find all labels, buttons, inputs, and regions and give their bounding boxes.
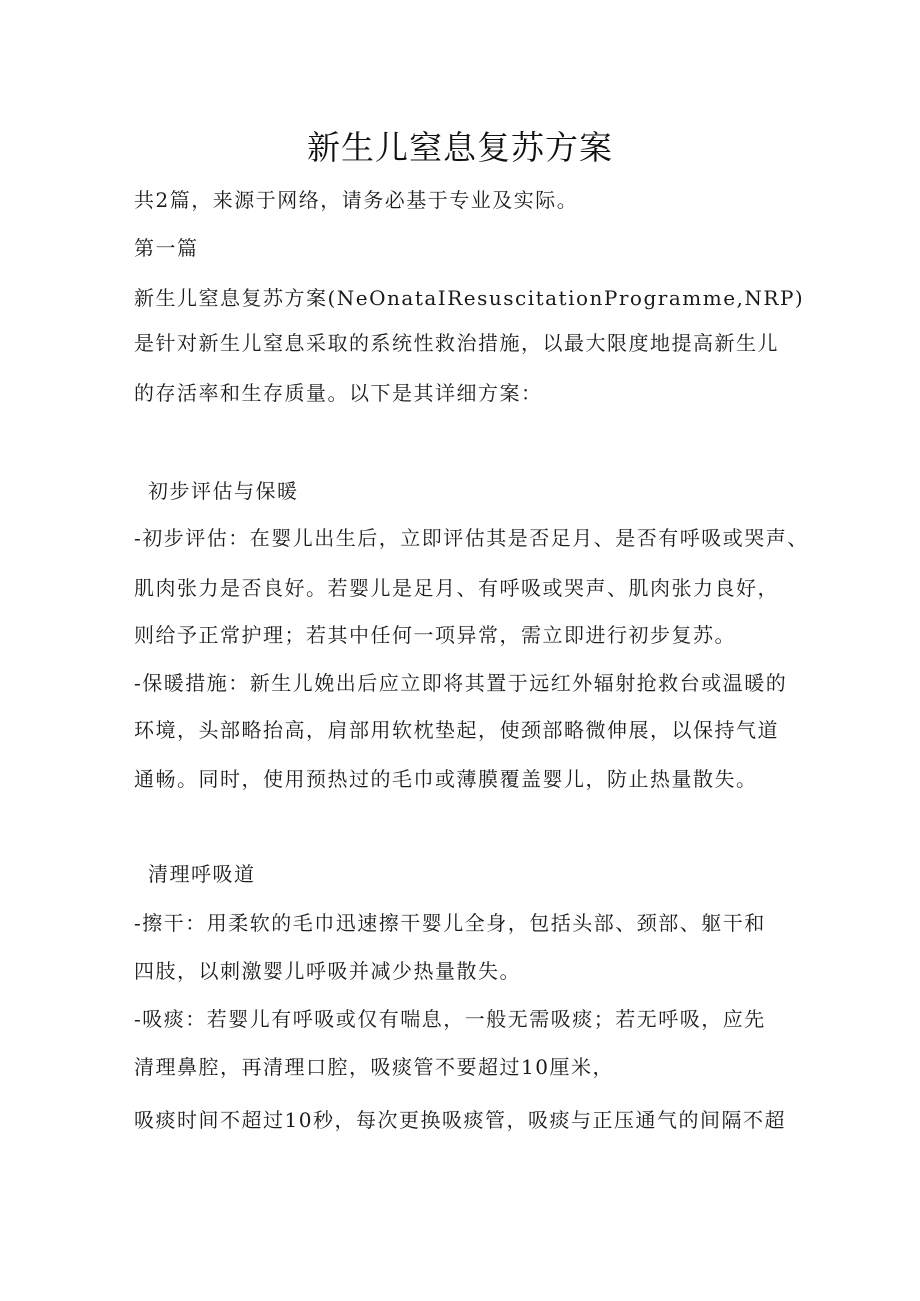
intro-line: 新生儿窒息复苏方案(NeOnataIResuscitationProgramme,NRP) <box>134 286 805 310</box>
intro-line: 是针对新生儿窒息采取的系统性救治措施，以最大限度地提高新生儿 <box>134 331 779 355</box>
paragraph-line: 清理鼻腔，再清理口腔，吸痰管不要超过10厘米， <box>134 1055 614 1079</box>
paragraph-line: -擦干：用柔软的毛巾迅速擦干婴儿全身，包括头部、颈部、躯干和 <box>134 911 766 935</box>
paragraph-line: -保暖措施：新生儿娩出后应立即将其置于远红外辐射抢救台或温暖的 <box>134 671 788 695</box>
paragraph-line: 肌肉张力是否良好。若婴儿是足月、有呼吸或哭声、肌肉张力良好， <box>134 576 779 600</box>
paragraph-line: 通畅。同时，使用预热过的毛巾或薄膜覆盖婴儿，防止热量散失。 <box>134 767 758 791</box>
document-title: 新生儿窒息复苏方案 <box>307 128 613 167</box>
intro-line: 的存活率和生存质量。以下是其详细方案： <box>134 381 543 405</box>
section-heading-airway: 清理呼吸道 <box>148 862 256 886</box>
paragraph-line: -初步评估：在婴儿出生后，立即评估其是否足月、是否有呼吸或哭声、 <box>134 526 809 550</box>
source-note: 共2篇，来源于网络，请务必基于专业及实际。 <box>134 188 579 212</box>
paragraph-line: 吸痰时间不超过10秒，每次更换吸痰管，吸痰与正压通气的间隔不超 <box>134 1108 786 1132</box>
paragraph-line: 环境，头部略抬高，肩部用软枕垫起，使颈部略微伸展，以保持气道 <box>134 718 779 742</box>
part-label: 第一篇 <box>134 236 199 260</box>
paragraph-line: -吸痰：若婴儿有呼吸或仅有喘息，一般无需吸痰；若无呼吸，应先 <box>134 1007 766 1031</box>
section-heading-assessment: 初步评估与保暖 <box>148 479 299 503</box>
paragraph-line: 四肢，以刺激婴儿呼吸并减少热量散失。 <box>134 959 521 983</box>
paragraph-line: 则给予正常护理；若其中任何一项异常，需立即进行初步复苏。 <box>134 623 736 647</box>
